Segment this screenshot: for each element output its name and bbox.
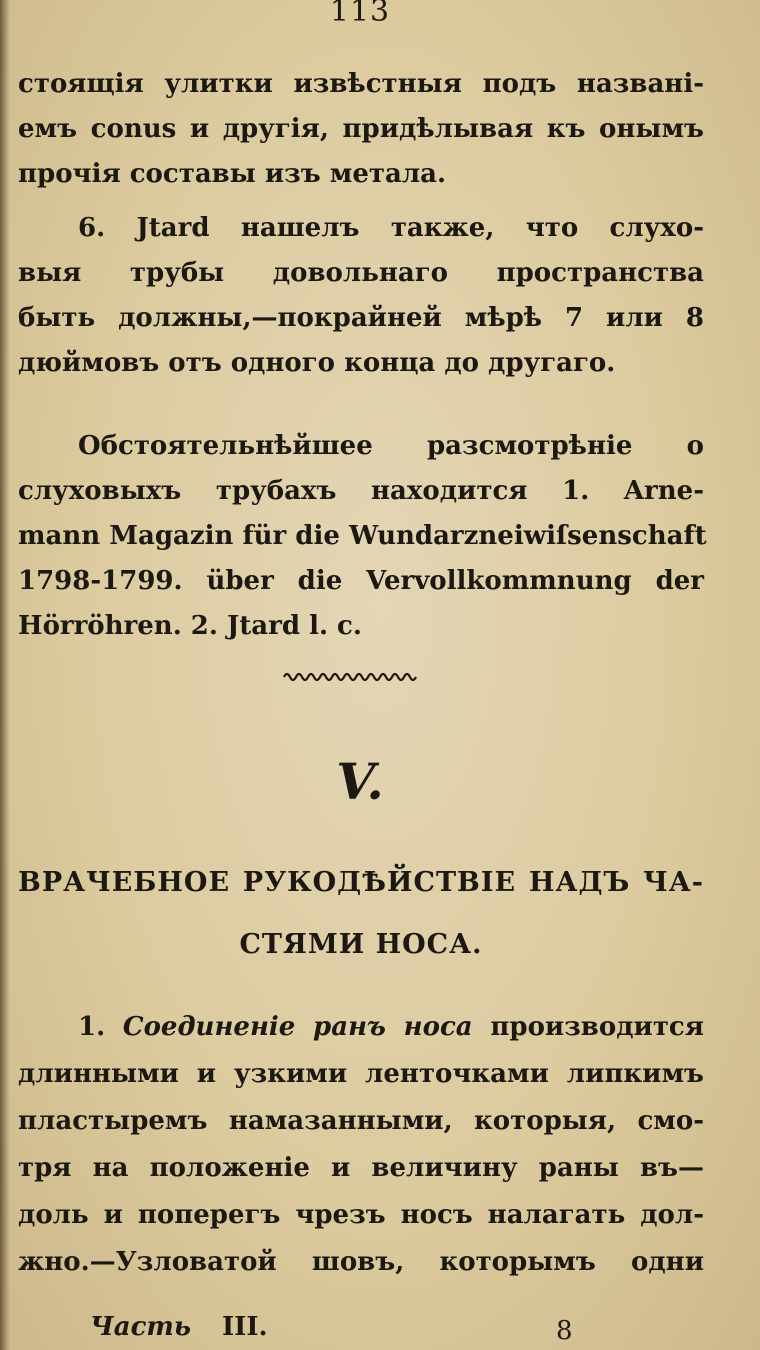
text-line: mann Magazin für die Wundarzneiwiſsenschaft: [18, 521, 707, 551]
footer-signature-mark: 8: [556, 1316, 573, 1346]
text-line: 1798-1799. über die Vervollkommnung der: [18, 566, 704, 596]
paragraph-itard: [18, 206, 704, 386]
lead-rest: производится: [490, 1012, 704, 1042]
page-binding-shadow: [0, 0, 10, 1350]
section-divider-ornament: [282, 668, 422, 684]
paragraph-continuation: [18, 62, 704, 197]
text-line: Обстоятельнѣйшее разсмотрѣніе о: [78, 431, 704, 461]
paragraph-nose-wounds: [18, 1004, 704, 1286]
text-line: прочія составы изъ метала.: [18, 159, 447, 189]
text-line: дюймовъ отъ одного конца до другаго.: [18, 348, 616, 378]
text-line: выя трубы довольнаго пространства: [18, 258, 704, 288]
text-line: доль и поперегъ чрезъ носъ налагать дол-: [18, 1200, 704, 1230]
text-line: Hörröhren. 2. Jtard l. c.: [18, 611, 362, 641]
text-line: тря на положеніе и величину раны въ—: [18, 1153, 704, 1183]
text-line-lead: [18, 1004, 704, 1051]
section-title-line: ВРАЧЕБНОЕ РУКОДѢЙСТВІЕ НАДЪ ЧА-: [18, 867, 704, 898]
paragraph-number: 1.: [78, 1012, 106, 1042]
text-line: стоящія улитки извѣстныя подъ названі-: [18, 69, 704, 99]
text-line: пластыремъ намазанными, которыя, смо-: [18, 1106, 704, 1136]
footer-part-number: III.: [222, 1312, 268, 1342]
italic-term: Соединеніе ранъ носа: [122, 1012, 473, 1042]
paragraph-references: [18, 424, 707, 649]
text-line: жно.—Узловатой шовъ, которымъ одни: [18, 1247, 704, 1277]
text-line: слуховыхъ трубахъ находится 1. Arne-: [18, 476, 704, 506]
section-numeral: V.: [336, 752, 384, 811]
page-number: 113: [329, 0, 391, 29]
text-line: 6. Jtard нашелъ также, что слухо-: [78, 213, 704, 243]
section-title: [18, 852, 704, 976]
text-line: длинными и узкими ленточками липкимъ: [18, 1059, 704, 1089]
footer-part-label: Часть: [90, 1312, 192, 1342]
text-line: емъ conus и другія, придѣлывая къ онымъ: [18, 114, 704, 144]
text-line: быть должны,—покрайней мѣрѣ 7 или 8: [18, 303, 704, 333]
section-title-line: СТЯМИ НОСА.: [239, 929, 483, 960]
